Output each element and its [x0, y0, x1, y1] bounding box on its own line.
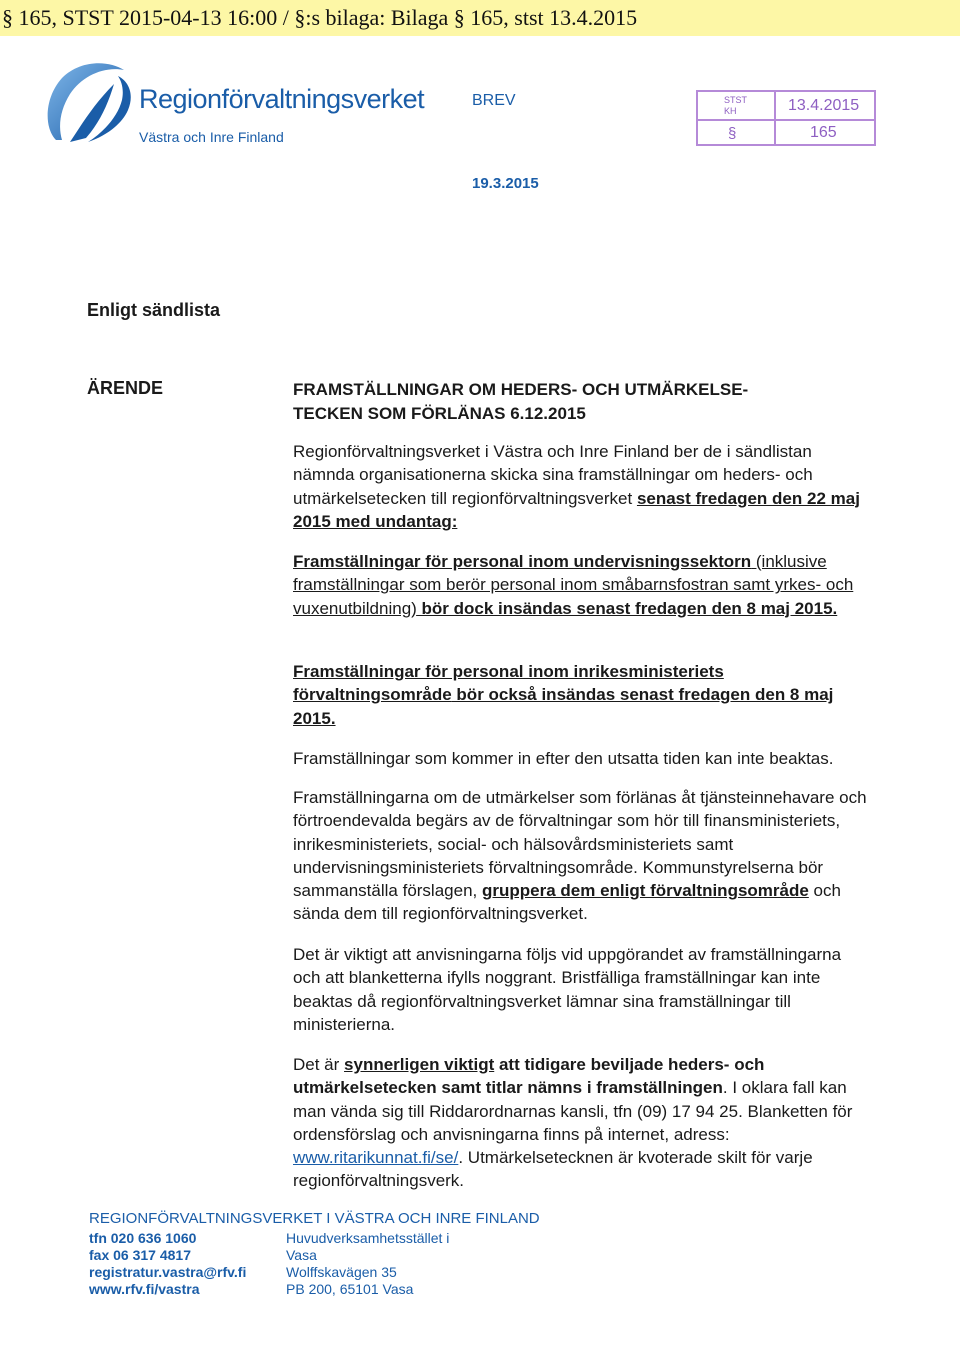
stamp-code-line2: KH	[724, 106, 737, 116]
footer-office-line2: Vasa	[286, 1247, 317, 1263]
subject-line-1: FRAMSTÄLLNINGAR OM HEDERS- OCH UTMÄRKELSE-	[293, 380, 749, 399]
footer-website[interactable]: www.rfv.fi/vastra	[89, 1281, 200, 1297]
footer-address	[286, 1230, 449, 1298]
stamp-code-line1: STST	[724, 95, 748, 105]
grouping-end: och sända dem till regionförvaltningsverket.	[293, 881, 841, 924]
grouping-emphasis: gruppera dem enligt förvaltningsområde	[481, 881, 809, 901]
awards-text: . I oklara fall kan man vända sig till Riddarordnarnas kansli, tfn (09) 17 94 25. Blanketten för ordensförslag och anvisningarna finns på internet, adress:	[293, 1078, 853, 1144]
interior-deadline: bör också insändas senast fredagen den 8 maj 2015.	[293, 685, 834, 728]
instructions-text: Det är viktigt att anvisningarna följs vid uppgörandet av framställningarna och att blanketterna ifylls noggrant. Bristfälliga framställningar kan inte beaktas då regionförvaltningsverket lämnar sina framställningar till ministerierna.	[293, 945, 842, 1034]
registry-stamp	[696, 90, 876, 146]
stamp-divider-vertical	[774, 92, 776, 144]
footer-title: REGIONFÖRVALTNINGSVERKET I VÄSTRA OCH INRE FINLAND	[89, 1210, 540, 1227]
awards-end: . Utmärkelsetecknen är kvoterade skilt för varje regionförvaltningsverk.	[293, 1148, 813, 1191]
paragraph-intro	[293, 440, 873, 533]
footer-phone: tfn 020 636 1060	[89, 1230, 197, 1246]
subject-heading	[293, 378, 748, 426]
stamp-date: 13.4.2015	[788, 97, 860, 114]
agency-name: Regionförvaltningsverket	[139, 84, 425, 114]
subject-line-2: TECKEN SOM FÖRLÄNAS 6.12.2015	[293, 404, 586, 423]
letter-date: 19.3.2015	[472, 175, 539, 192]
late-submissions-text: Framställningar som kommer in efter den utsatta tiden kan inte beaktas.	[293, 749, 834, 768]
footer-contact	[89, 1230, 246, 1298]
document-reference-bar	[0, 0, 960, 36]
education-scope: (inklusive framställningar som berör personal inom småbarnsfostran samt yrkes- och vuxenutbildning)	[293, 552, 854, 618]
document-reference-text: § 165, STST 2015-04-13 16:00 / §:s bilaga: Bilaga § 165, stst 13.4.2015	[2, 5, 638, 30]
paragraph-instructions	[293, 943, 868, 1036]
letter-footer	[89, 1210, 540, 1297]
recipient-line: Enligt sändlista	[87, 300, 221, 320]
stamp-divider-horizontal	[698, 119, 874, 121]
document-type: BREV	[472, 92, 516, 109]
agency-region: Västra och Inre Finland	[139, 129, 284, 145]
stamp-paragraph-symbol: §	[728, 125, 737, 142]
ordens-website-link[interactable]: www.ritarikunnat.fi/se/	[293, 1148, 459, 1168]
footer-email[interactable]: registratur.vastra@rfv.fi	[89, 1264, 247, 1280]
education-heading: Framställningar för personal inom undervisningssektorn	[293, 552, 752, 571]
paragraph-late-submissions	[293, 747, 893, 770]
interior-heading: Framställningar för personal inom inrikesministeriets förvaltningsområde	[293, 662, 724, 705]
paragraph-interior-exception	[293, 660, 873, 730]
stamp-number: 165	[810, 124, 837, 141]
awards-emphasis: synnerligen viktigt	[344, 1055, 495, 1074]
grouping-text: Framställningarna om de utmärkelser som förlänas åt tjänsteinnehavare och förtroendevalda begärs av de förvaltningar som hör till finansministeriets, inrikesministeriets, social- och hälsovårdsministeriets samt undervisningsministeriets förvaltningsområde. Kommunstyrelserna bör sammanställa förslagen,	[293, 788, 867, 901]
paragraph-grouping	[293, 786, 873, 926]
stamp-code	[724, 95, 747, 117]
agency-logo-icon	[42, 58, 137, 146]
intro-text: Regionförvaltningsverket i Västra och Inre Finland ber de i sändlistan nämnda organisationerna skicka sina framställningar om heders- och utmärkelsetecken till regionförvaltningsverket	[293, 442, 813, 508]
footer-street: Wolffskavägen 35	[286, 1264, 397, 1280]
footer-po-box: PB 200, 65101 Vasa	[286, 1281, 414, 1297]
awards-start: Det är	[293, 1055, 345, 1074]
awards-bold-text: att tidigare beviljade heders- och utmärkelsetecken samt titlar nämns i framställningen	[293, 1055, 765, 1098]
paragraph-previous-awards	[293, 1053, 873, 1193]
footer-office-line1: Huvudverksamhetsstället i	[286, 1230, 450, 1246]
subject-label: ÄRENDE	[87, 378, 164, 398]
intro-deadline: senast fredagen den 22 maj 2015 med undantag:	[293, 488, 860, 531]
education-deadline: bör dock insändas senast fredagen den 8 maj 2015.	[416, 598, 838, 618]
paragraph-education-exception	[293, 550, 873, 620]
footer-fax: fax 06 317 4817	[89, 1247, 191, 1263]
